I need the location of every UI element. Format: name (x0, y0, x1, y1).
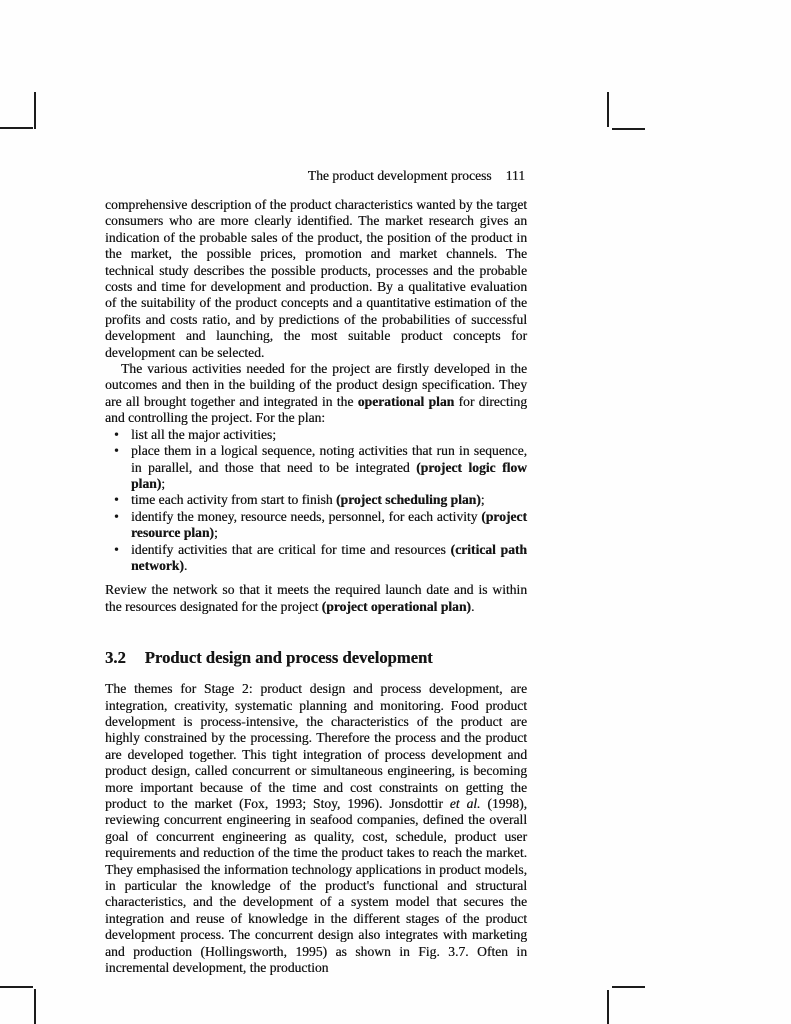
list-item-activities: • list all the major activities; (131, 427, 527, 443)
list-item-resource-plan: • identify the money, resource needs, personnel, for each activity (project resource plan); (131, 509, 527, 542)
paragraph-plan-intro: The various activities needed for the project are firstly developed in the outcomes and then in the building of the product design specification. They are all brought together and integrated in the operational plan for directing and controlling the project. For the plan: (105, 361, 527, 426)
crop-mark-top-left-horizontal (0, 127, 33, 129)
list-item-logic-flow: • place them in a logical sequence, noting activities that run in sequence, in parallel, and those that need to be integrated (project logic flow plan); (131, 443, 527, 492)
paragraph-review-network: Review the network so that it meets the required launch date and is within the resources designated for the project (project operational plan). (105, 582, 527, 614)
crop-mark-bottom-left-horizontal (0, 986, 33, 988)
crop-mark-bottom-right-vertical (607, 990, 609, 1024)
paragraph-stage2-themes: The themes for Stage 2: product design and process development, are integration, creativity, systematic planning and monitoring. Food product development is process-intensive, the characteristics of the product are highly constrained by the processing. Therefore the process and the product are developed together. This tight integration of process development and product design, called concurrent or simultaneous engineering, is becoming more important because of the time and cost constraints on getting the product to the market (Fox, 1993; Stoy, 1996). Jonsdottir et al. (1998), reviewing concurrent engineering in seafood companies, defined the overall goal of concurrent engineering as quality, cost, schedule, product user requirements and reduction of the time the product takes to reach the market. They emphasised the information technology applications in product models, in particular the knowledge of the product's functional and structural characteristics, and the development of a system model that secures the integration and reuse of knowledge in the different stages of the product development process. The concurrent design also integrates with marketing and production (Hollingsworth, 1995) as shown in Fig. 3.7. Often in incremental development, the production (105, 681, 527, 976)
paragraph-continuation: comprehensive description of the product characteristics wanted by the target consumers who are more clearly identified. The market research gives an indication of the probable sales of the product, the position of the product in the market, the possible prices, promotion and market channels. The technical study describes the possible products, processes and the probable costs and time for development and production. By a qualitative evaluation of the suitability of the product concepts and a quantitative estimation of the profits and costs ratio, and by predictions of the probabilities of successful development and launching, the most suitable product concepts for development can be selected. (105, 197, 527, 360)
running-title: The product development process (307, 168, 492, 183)
crop-mark-bottom-left-vertical (34, 989, 36, 1024)
crop-mark-top-right-vertical (607, 92, 609, 127)
text-block (105, 168, 527, 976)
list-item-scheduling: • time each activity from start to finish (project scheduling plan); (131, 492, 527, 508)
section-number: 3.2 (105, 648, 126, 668)
crop-mark-top-left-vertical (34, 92, 36, 129)
running-header (105, 168, 527, 184)
crop-mark-top-right-horizontal (612, 128, 645, 130)
plan-bullet-list (105, 427, 527, 575)
section-title: Product design and process development (144, 648, 433, 668)
crop-mark-bottom-right-horizontal (612, 986, 645, 988)
section-heading (105, 648, 527, 668)
page-number: 111 (505, 168, 525, 183)
list-item-critical-path: • identify activities that are critical for time and resources (critical path network). (131, 542, 527, 575)
